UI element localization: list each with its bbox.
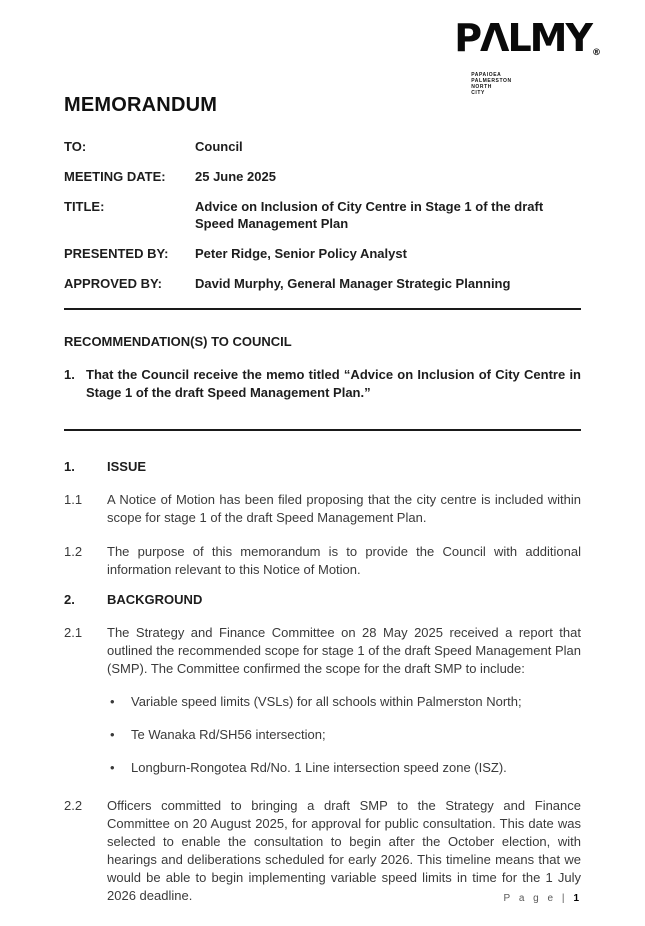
palmy-wordmark-text: PΛLMY — [454, 16, 591, 60]
logo-sub-line: PALMERSTON — [471, 78, 512, 84]
logo-sub-line: PAPAIOEA — [471, 72, 502, 78]
meta-label: TO: — [64, 139, 87, 154]
bullet-icon: • — [110, 727, 115, 742]
paragraph-2-1 — [64, 624, 581, 678]
meta-value: 25 June 2025 — [195, 169, 276, 184]
meta-value: Peter Ridge, Senior Policy Analyst — [195, 246, 407, 261]
meta-row-meeting-date — [64, 168, 581, 185]
meta-label: MEETING DATE: — [64, 169, 166, 184]
meta-label: TITLE: — [64, 199, 105, 214]
list-item — [110, 726, 581, 744]
paragraph-number: 1.1 — [64, 492, 83, 507]
bullet-text: Variable speed limits (VSLs) for all schools within Palmerston North; — [131, 694, 522, 709]
scope-bullet-list — [64, 693, 581, 777]
recommendation-number: 1. — [64, 367, 75, 382]
list-item — [110, 693, 581, 711]
meta-label: APPROVED BY: — [64, 276, 162, 291]
section-title: ISSUE — [107, 459, 147, 474]
meta-label: PRESENTED BY: — [64, 246, 169, 261]
paragraph-text: The Strategy and Finance Committee on 28 May 2025 received a report that outlined the recommended scope for stage 1 of the draft Speed Management Plan (SMP). The Committee confirmed the scope for the draft SMP to include: — [107, 625, 581, 676]
paragraph-2-2 — [64, 797, 581, 905]
bullet-icon: • — [110, 760, 115, 775]
page-number: 1 — [573, 893, 579, 904]
paragraph-1-1 — [64, 491, 581, 527]
paragraph-number: 2.2 — [64, 798, 83, 813]
paragraph-text: The purpose of this memorandum is to provide the Council with additional information relevant to this Notice of Motion. — [107, 544, 581, 577]
meta-value: David Murphy, General Manager Strategic Planning — [195, 276, 511, 291]
section-title: BACKGROUND — [107, 592, 203, 607]
section-heading-background — [64, 591, 581, 608]
meta-row-presented-by — [64, 245, 581, 262]
paragraph-text: Officers committed to bringing a draft SMP to the Strategy and Finance Committee on 20 August 2025, for approval for public consultation. This date was selected to enable the consultation to begin after the October election, with hearings and deliberations scheduled for early 2026. This timeline means that we would be able to begin implementing variable speed limits in time for the 1 July 2026 deadline. — [107, 798, 581, 903]
recommendation-item — [64, 366, 581, 402]
registered-trademark-icon: ® — [592, 48, 601, 58]
meta-row-to — [64, 138, 581, 155]
meta-row-approved-by — [64, 275, 581, 292]
palmy-logo — [454, 16, 601, 96]
document-title: MEMORANDUM — [64, 94, 218, 116]
section-heading-issue — [64, 458, 581, 475]
paragraph-number: 1.2 — [64, 544, 83, 559]
meta-value: Advice on Inclusion of City Centre in Stage 1 of the draft Speed Management Plan — [195, 199, 544, 231]
logo-sub-line: CITY — [471, 90, 485, 96]
meta-row-title — [64, 198, 581, 232]
divider — [64, 429, 581, 431]
recommendations-heading: RECOMMENDATION(S) TO COUNCIL — [64, 334, 292, 349]
page-footer — [504, 893, 579, 904]
section-number: 1. — [64, 459, 75, 474]
meta-value: Council — [195, 139, 243, 154]
bullet-icon: • — [110, 694, 115, 709]
bullet-text: Longburn-Rongotea Rd/No. 1 Line intersection speed zone (ISZ). — [131, 760, 507, 775]
recommendation-text: That the Council receive the memo titled “Advice on Inclusion of City Centre in Stage 1 of the draft Speed Management Plan.” — [86, 367, 581, 400]
divider — [64, 308, 581, 310]
section-number: 2. — [64, 592, 75, 607]
palmy-logo-subtext — [471, 72, 601, 96]
paragraph-text: A Notice of Motion has been filed proposing that the city centre is included within scope for stage 1 of the draft Speed Management Plan. — [107, 492, 581, 525]
page-label: P a g e | — [503, 893, 568, 904]
paragraph-number: 2.1 — [64, 625, 83, 640]
bullet-text: Te Wanaka Rd/SH56 intersection; — [131, 727, 326, 742]
list-item — [110, 759, 581, 777]
memo-meta-block — [64, 138, 581, 292]
logo-sub-line: NORTH — [471, 84, 492, 90]
paragraph-1-2 — [64, 543, 581, 579]
palmy-wordmark — [454, 16, 601, 71]
